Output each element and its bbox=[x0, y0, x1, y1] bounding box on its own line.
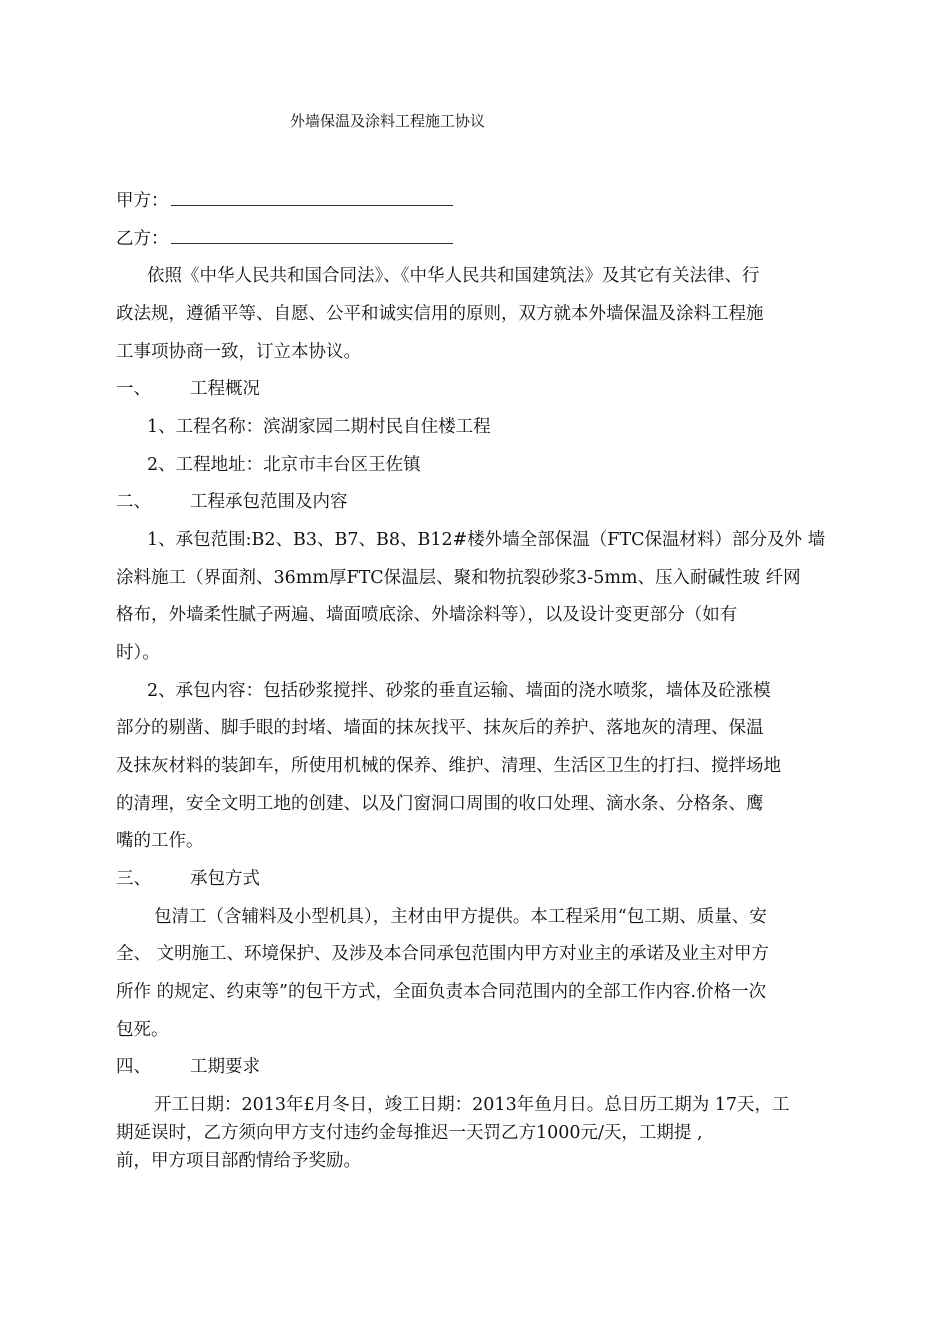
schedule-line: 前，甲方项目部酌情给予奖励。 bbox=[116, 1151, 361, 1171]
method-line: 所作 的规定、约束等”的包干方式，全面负责本合同范围内的全部工作内容.价格一次 bbox=[116, 982, 767, 1002]
scope-line: 时）。 bbox=[116, 643, 160, 663]
section-title: 承包方式 bbox=[190, 869, 260, 889]
scope-line: 格布，外墙柔性腻子两遍、墙面喷底涂、外墙涂料等），以及设计变更部分（如有 bbox=[116, 605, 738, 625]
party-a-line bbox=[116, 190, 453, 212]
content-line: 部分的剔凿、脚手眼的封堵、墙面的抹灰找平、抹灰后的养护、落地灰的清理、保温 bbox=[116, 718, 764, 738]
section-title: 工期要求 bbox=[190, 1057, 260, 1077]
section-number: 二、 bbox=[116, 492, 151, 512]
intro-line: 工事项协商一致，订立本协议。 bbox=[116, 342, 361, 362]
party-b-blank[interactable] bbox=[171, 230, 453, 244]
method-line: 全、 文明施工、环境保护、及涉及本合同承包范围内甲方对业主的承诺及业主对甲方 bbox=[116, 944, 770, 964]
section-title: 工程承包范围及内容 bbox=[190, 492, 348, 512]
schedule-line: 开工日期：2013年£月冬日，竣工日期：2013年鱼月日。总日历工期为 17天，工 bbox=[154, 1095, 790, 1115]
content-line: 及抹灰材料的装卸车，所使用机械的保养、维护、清理、生活区卫生的打扫、搅拌场地 bbox=[116, 756, 781, 776]
section-2-heading bbox=[116, 491, 348, 513]
party-b-label: 乙方： bbox=[116, 229, 169, 249]
section-1-heading bbox=[116, 378, 260, 400]
section-3-heading bbox=[116, 868, 260, 890]
section-4-heading bbox=[116, 1056, 260, 1078]
project-name: 1、工程名称：滨湖家园二期村民自住楼工程 bbox=[147, 417, 491, 437]
method-line: 包清工（含辅料及小型机具），主材由甲方提供。本工程采用“包工期、质量、安 bbox=[154, 907, 767, 927]
method-line: 包死。 bbox=[116, 1020, 169, 1040]
content-line: 的清理，安全文明工地的创建、以及门窗洞口周围的收口处理、滴水条、分格条、鹰 bbox=[116, 794, 764, 814]
party-b-line bbox=[116, 228, 453, 250]
scope-line: 1、承包范围:B2、B3、B7、B8、B12#楼外墙全部保温（FTC保温材料）部分及外 墙 bbox=[147, 530, 826, 550]
content-line: 2、承包内容：包括砂浆搅拌、砂浆的垂直运输、墙面的浇水喷浆，墙体及砼涨模 bbox=[147, 681, 771, 701]
schedule-line: 期延误时，乙方须向甲方支付违约金每推迟一天罚乙方1000元/天，工期提 , bbox=[116, 1123, 703, 1143]
content-line: 嘴的工作。 bbox=[116, 831, 204, 851]
section-number: 三、 bbox=[116, 869, 151, 889]
intro-line: 依照《中华人民共和国合同法》、《中华人民共和国建筑法》及其它有关法律、行 bbox=[147, 266, 760, 286]
party-a-label: 甲方： bbox=[116, 191, 169, 211]
project-address: 2、工程地址：北京市丰台区王佐镇 bbox=[147, 455, 421, 475]
section-number: 一、 bbox=[116, 379, 151, 399]
section-title: 工程概况 bbox=[190, 379, 260, 399]
scope-line: 涂料施工（界面剂、36mm厚FTC保温层、聚和物抗裂砂浆3-5mm、压入耐碱性玻 纤网 bbox=[116, 568, 801, 588]
party-a-blank[interactable] bbox=[171, 192, 453, 206]
section-number: 四、 bbox=[116, 1057, 151, 1077]
document-title: 外墙保温及涂料工程施工协议 bbox=[290, 112, 486, 130]
intro-line: 政法规，遵循平等、自愿、公平和诚实信用的原则，双方就本外墙保温及涂料工程施 bbox=[116, 304, 764, 324]
